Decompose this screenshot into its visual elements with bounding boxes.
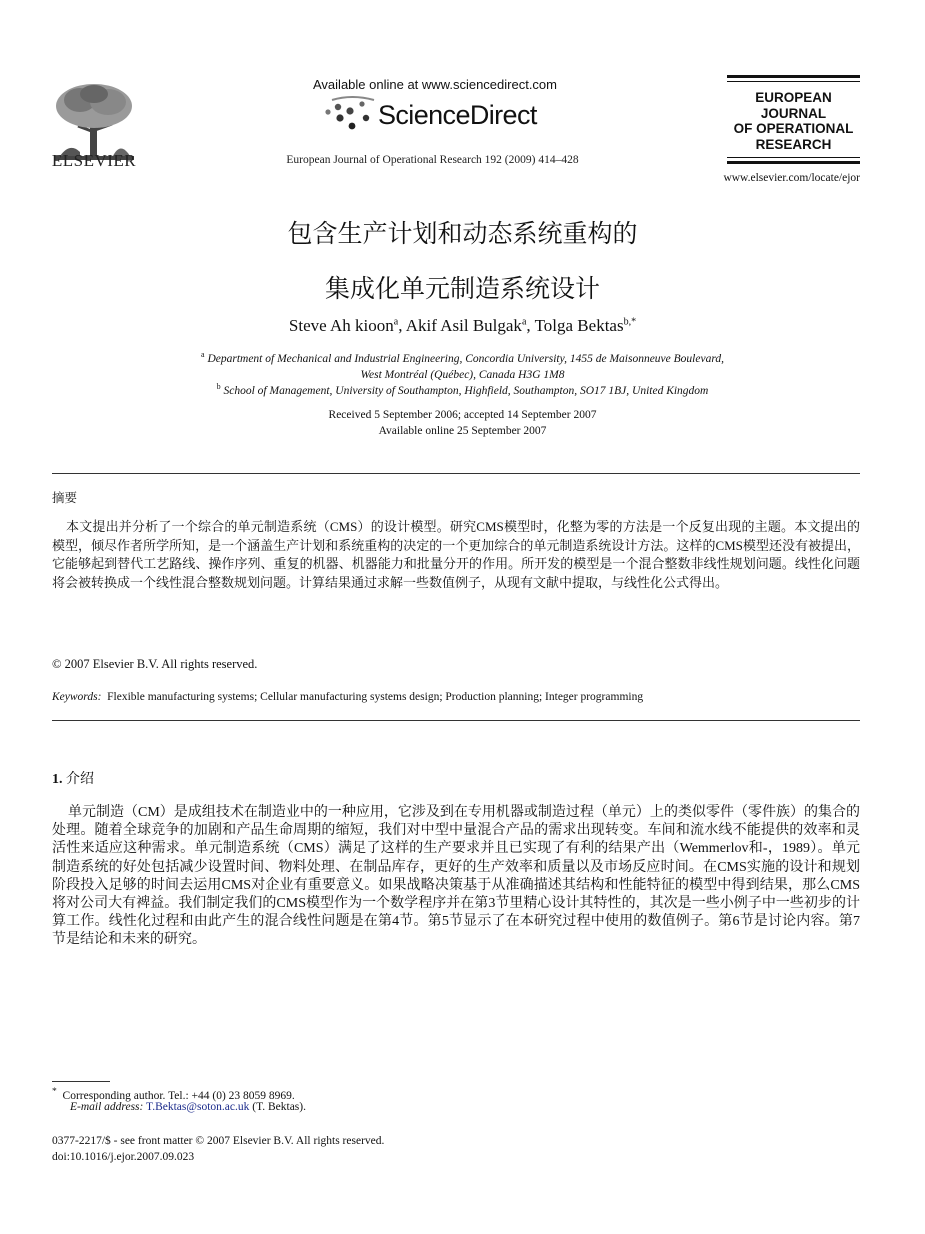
abstract-text: 本文提出并分析了一个综合的单元制造系统（CMS）的设计模型。研究CMS模型时，化整为零的方法是一个反复出现的主题。本文提出的模型，倾尽作者所学所知，是一个涵盖生产计划和系统重构的决定的一个更加综合的单元制造系统设计方法。这样的CMS模型还没有被提出，它能够起到替代工艺路线、操作序列、重复的机器、机器能力和批量分开的作用。所开发的模型是一个混合整数非线性规划问题。线性化问题将会被转换成一个线性混合整数规划问题。计算结果通过求解一些数值例子，从现有文献中提取，与线性化公式得出。 [52,519,860,590]
sciencedirect-wordmark: ScienceDirect [378,100,537,130]
journal-url: www.elsevier.com/locate/ejor [723,172,860,184]
journal-rule-bottom-thin [727,157,860,158]
journal-title-line: EUROPEAN [755,90,832,105]
journal-title-line: JOURNAL [760,105,827,121]
author-separator: , [398,316,406,335]
abstract-top-rule [52,473,860,474]
received-date: Received 5 September 2006; accepted 14 September 2007 [328,409,597,421]
email-link[interactable]: T.Bektas@soton.ac.uk [146,1101,250,1113]
available-online-text: Available online at www.sciencedirect.com [313,77,557,92]
issn-line: 0377-2217/$ - see front matter © 2007 Elsevier B.V. All rights reserved. [52,1135,385,1147]
journal-rule-top-thin [727,81,860,82]
affiliation-a-line-1 [60,350,865,365]
article-title-line-2: 集成化单元制造系统设计 [324,276,600,303]
affiliation-b [60,382,865,397]
journal-title-block [727,90,860,152]
section-body-text: 单元制造（CM）是成组技术在制造业中的一种应用，它涉及到在专用机器或制造过程（单元）上的类似零件（零件族）的集合的处理。随着全球竞争的加剧和产品生命周期的缩短，我们对中型中量混合产品的需求出现转变。车间和流水线不能提供的效率和灵活性来适应这种需求。单元制造系统（CMS）满足了这样的生产要求并且已实现了有利的结果产出（Wemmerlov和-，1989）。单元制造系统的好处包括减少设置时间、物料处理、在制品库存，更好的生产效率和质量以及市场反应时间。在CMS实施的设计和规划阶段投入足够的时间去运用CMS对企业有重要意义。如果战略决策基于从准确描述其结构和性能特征的模型中得到结果，那么CMS将对公司大有裨益。我们制定我们的CMS模型作为一个数学程序并在第3节里精心设计其特性的，其次是一些小例子中一些初步的计算工作。线性化过程和由此产生的混合线性问题是在第4节。第5节显示了在本研究过程中使用的数值例子。第6节是讨论内容。第7节是结论和未来的研究。 [52,805,860,948]
article-title-line-1: 包含生产计划和动态系统重构的 [287,221,638,248]
affil-text: School of Management, University of Southampton, Highfield, Southampton, SO17 1BJ, United Kingdom [223,385,709,397]
author-list [60,316,865,336]
keywords [52,691,860,703]
section-number: 1. [52,772,63,787]
author-affil-mark: a [521,316,527,328]
keywords-list: Flexible manufacturing systems; Cellular manufacturing systems design; Production planning; Integer programming [107,691,644,703]
copyright-notice: © 2007 Elsevier B.V. All rights reserved. [52,657,258,671]
author-affil-mark: a [393,316,399,328]
email-label: E-mail address: [70,1101,144,1113]
journal-rule-top [727,75,860,78]
footnote-mark: * [52,1086,57,1097]
affil-text: Department of Mechanical and Industrial Engineering, Concordia University, 1455 de Maisonneuve Boulevard, [207,353,724,365]
footnote-corresponding-text: Corresponding author. Tel.: +44 (0) 23 8059 8969. [62,1089,295,1102]
author-separator: , [526,316,535,335]
affil-mark: b [216,382,221,392]
doi-line: doi:10.1016/j.ejor.2007.09.023 [52,1151,195,1163]
email-suffix: (T. Bektas). [252,1101,306,1113]
author-name: Akif Asil Bulgak [405,316,522,335]
author-name: Steve Ah kioon [288,316,394,335]
abstract-heading: 摘要 [52,491,78,505]
available-date: Available online 25 September 2007 [378,425,547,437]
footnote-rule [52,1081,110,1082]
journal-citation: European Journal of Operational Research 192 (2009) 414–428 [286,154,579,166]
author-affil-mark: b,* [623,316,637,328]
affiliation-a-line-2: West Montréal (Québec), Canada H3G 1M8 [360,369,565,381]
journal-title-line: RESEARCH [755,136,832,152]
keywords-label: Keywords: [52,691,102,703]
section-heading [52,768,94,788]
footnote-email [70,1101,306,1113]
author-name: Tolga Bektas [534,316,624,335]
abstract-bottom-rule [52,720,860,721]
publisher-name: ELSEVIER [51,151,137,170]
affil-mark: a [201,350,205,360]
journal-rule-bottom [727,161,860,164]
section-title: 介绍 [66,772,94,787]
footnote-corresponding [52,1086,295,1102]
journal-title-line: OF OPERATIONAL [733,121,854,136]
